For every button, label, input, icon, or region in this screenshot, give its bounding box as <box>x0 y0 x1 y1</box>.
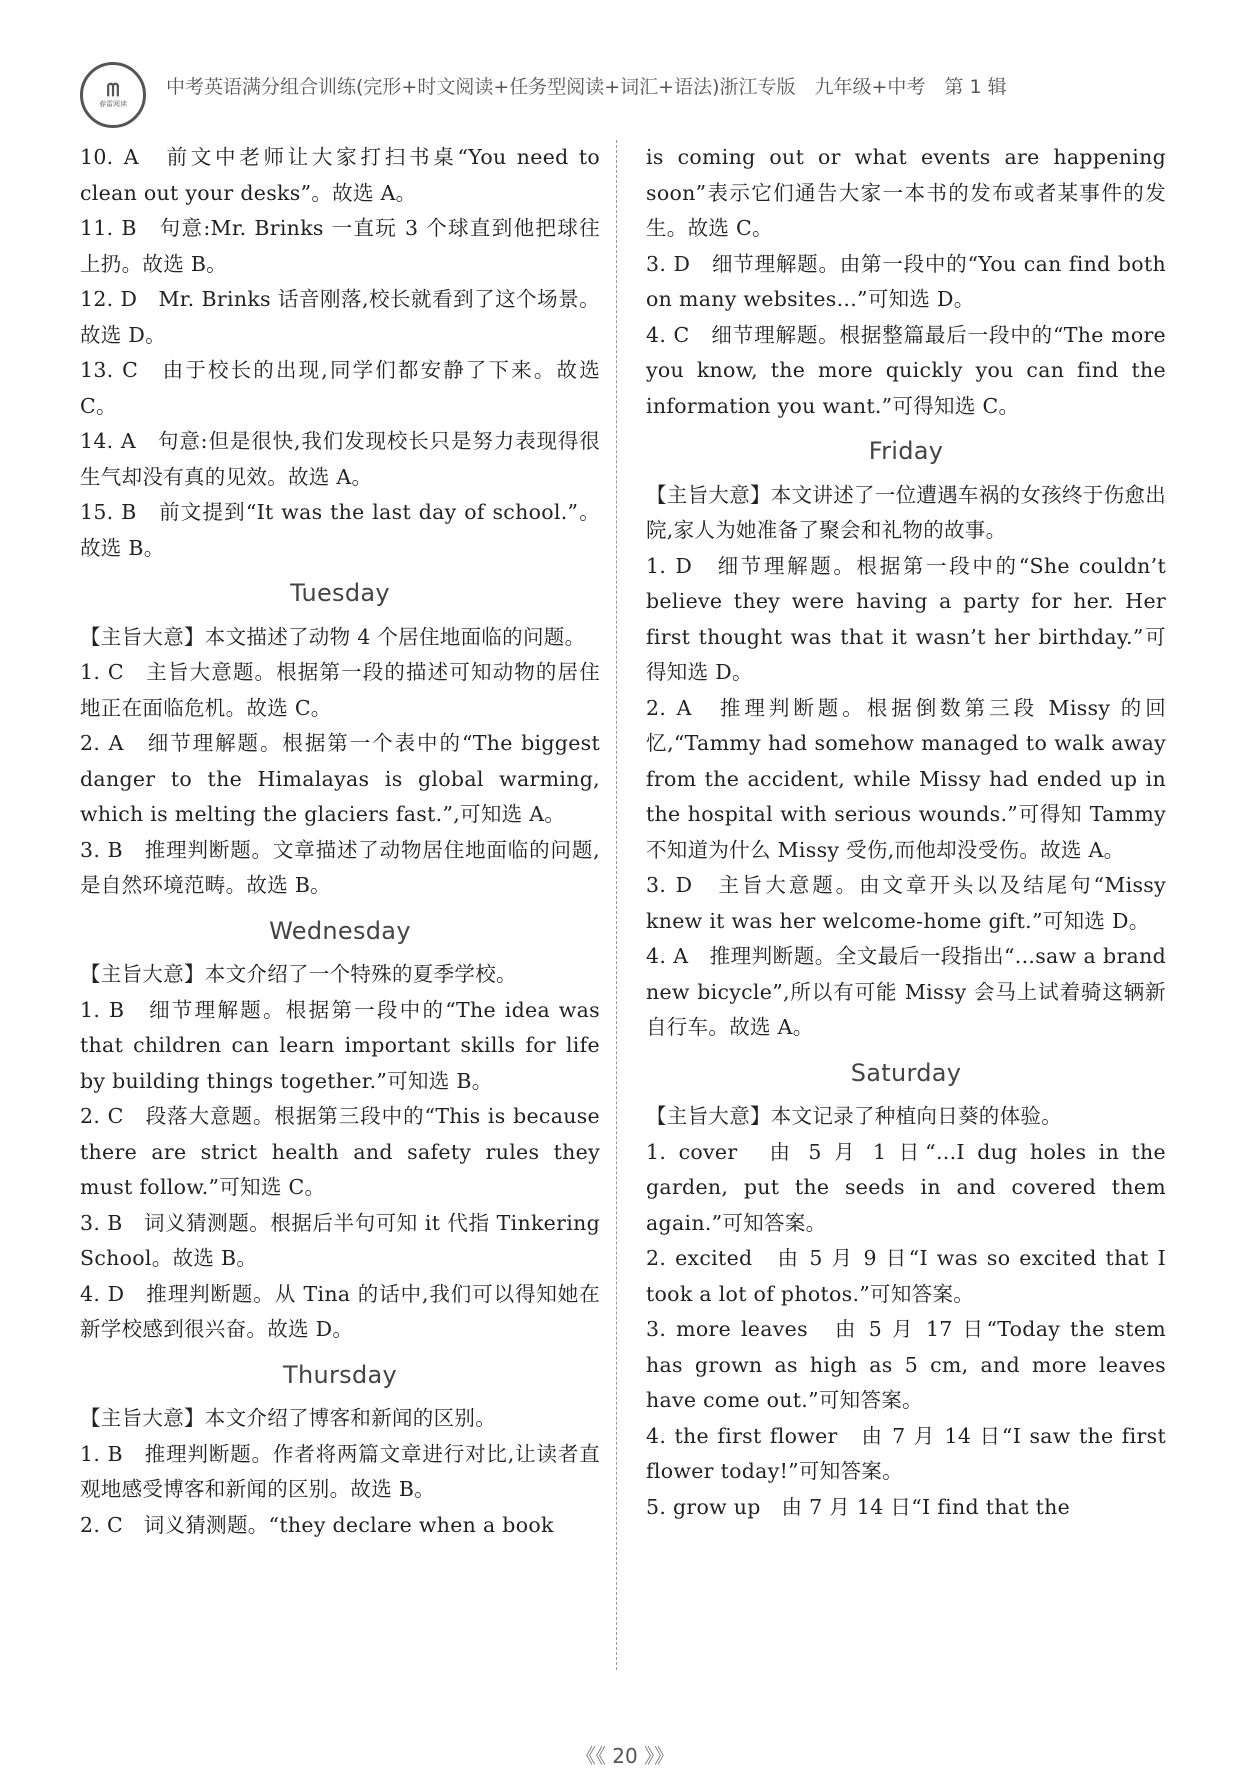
day-heading: Friday <box>868 437 944 465</box>
left-column <box>80 140 600 1543</box>
answer-paragraph: 【主旨大意】本文讲述了一位遭遇车祸的女孩终于伤愈出院,家人为她准备了聚会和礼物的故事。 <box>646 482 1166 542</box>
answer-paragraph: 11. B 句意:Mr. Brinks 一直玩 3 个球直到他把球往上扔。故选 B。 <box>80 216 600 276</box>
answer-paragraph: 1. C 主旨大意题。根据第一段的描述可知动物的居住地正在面临危机。故选 C。 <box>80 660 600 720</box>
answer-paragraph: 12. D Mr. Brinks 话音刚落,校长就看到了这个场景。故选 D。 <box>80 287 600 347</box>
answer-paragraph: 3. more leaves 由 5 月 17 日“Today the stem has grown as high as 5 cm, and more leaves have come out.”可知答案。 <box>646 1317 1166 1412</box>
answer-paragraph: 1. B 细节理解题。根据第一段中的“The idea was that children can learn important skills for life by building things together.”可知选 B。 <box>80 997 600 1093</box>
answer-paragraph: 1. D 细节理解题。根据第一段中的“She couldn’t believe they were having a party for her. Her first thought was that it wasn’t her birthday.”可得知选 D。 <box>646 553 1166 684</box>
book-title: 中考英语满分组合训练(完形+时文阅读+任务型阅读+词汇+语法)浙江专版 九年级+中考 第 1 辑 <box>166 76 1007 98</box>
answer-paragraph: 2. A 细节理解题。根据第一个表中的“The biggest danger to the Himalayas is global warming, which is melting the glaciers fast.”,可知选 A。 <box>80 731 600 826</box>
right-column <box>646 140 1166 1525</box>
day-heading: Tuesday <box>290 579 390 607</box>
day-heading: Wednesday <box>269 916 411 945</box>
answer-paragraph: 3. D 细节理解题。由第一段中的“You can find both on many websites...”可知选 D。 <box>646 251 1166 311</box>
logo-sub: 春雷阅读 <box>99 99 127 108</box>
answer-paragraph: 2. excited 由 5 月 9 日“I was so excited that I took a lot of photos.”可知答案。 <box>646 1246 1166 1306</box>
page-header <box>70 52 1180 132</box>
answer-paragraph: 5. grow up 由 7 月 14 日“I find that the <box>646 1494 1071 1519</box>
answer-paragraph: 1. cover 由 5 月 1 日“...I dug holes in the garden, put the seeds in and covered them again.”可知答案。 <box>646 1139 1166 1235</box>
answer-paragraph: 【主旨大意】本文描述了动物 4 个居住地面临的问题。 <box>80 624 586 649</box>
answer-paragraph: 10. A 前文中老师让大家打扫书桌“You need to clean out your desks”。故选 A。 <box>80 145 600 205</box>
answer-paragraph: 4. A 推理判断题。全文最后一段指出“...saw a brand new bicycle”,所以有可能 Missy 会马上试着骑这辆新自行车。故选 A。 <box>646 944 1166 1039</box>
answer-paragraph: 【主旨大意】本文记录了种植向日葵的体验。 <box>646 1104 1062 1128</box>
answer-paragraph: 3. B 词义猜测题。根据后半句可知 it 代指 Tinkering School。故选 B。 <box>80 1210 600 1270</box>
answer-paragraph: 14. A 句意:但是很快,我们发现校长只是努力表现得很生气却没有真的见效。故选 A。 <box>80 429 600 489</box>
answer-paragraph: 2. A 推理判断题。根据倒数第三段 Missy 的回忆,“Tammy had somehow managed to walk away from the accident, while Missy had ended up in the hospital with serious wounds.”可得知 Tammy 不知道为什么 Missy 受伤,而他却没受伤。故选 A。 <box>646 695 1166 862</box>
answer-paragraph: 2. C 段落大意题。根据第三段中的“This is because there are strict health and safety rules they must follow.”可知选 C。 <box>80 1104 600 1199</box>
answer-paragraph: 2. C 词义猜测题。“they declare when a book <box>80 1512 554 1537</box>
answer-paragraph: 4. D 推理判断题。从 Tina 的话中,我们可以得知她在新学校感到很兴奋。故选 D。 <box>80 1281 600 1341</box>
answer-paragraph: 4. the first flower 由 7 月 14 日“I saw the first flower today!”可知答案。 <box>646 1423 1166 1483</box>
answer-paragraph: 【主旨大意】本文介绍了博客和新闻的区别。 <box>80 1406 496 1430</box>
day-heading: Thursday <box>283 1360 397 1389</box>
answer-paragraph: 15. B 前文提到“It was the last day of school.”。故选 B。 <box>80 500 600 560</box>
answer-paragraph: 1. B 推理判断题。作者将两篇文章进行对比,让读者直观地感受博客和新闻的区别。故选 B。 <box>80 1441 600 1501</box>
logo-mark: ᗰ <box>106 79 120 101</box>
answer-paragraph: 4. C 细节理解题。根据整篇最后一段中的“The more you know, the more quickly you can find the information you want.”可得知选 C。 <box>646 322 1166 418</box>
page-number: 《《 20 》》 <box>575 1744 675 1768</box>
day-heading: Saturday <box>850 1058 962 1087</box>
answer-paragraph: is coming out or what events are happening soon”表示它们通告大家一本书的发布或者某事件的发生。故选 C。 <box>646 145 1166 240</box>
answer-paragraph: 13. C 由于校长的出现,同学们都安静了下来。故选 C。 <box>80 358 600 418</box>
publisher-logo-icon <box>80 62 146 128</box>
column-divider <box>616 140 617 1670</box>
answer-paragraph: 3. D 主旨大意题。由文章开头以及结尾句“Missy knew it was her welcome-home gift.”可知选 D。 <box>646 873 1166 933</box>
answer-paragraph: 【主旨大意】本文介绍了一个特殊的夏季学校。 <box>80 962 517 986</box>
answer-paragraph: 3. B 推理判断题。文章描述了动物居住地面临的问题,是自然环境范畴。故选 B。 <box>80 837 600 897</box>
